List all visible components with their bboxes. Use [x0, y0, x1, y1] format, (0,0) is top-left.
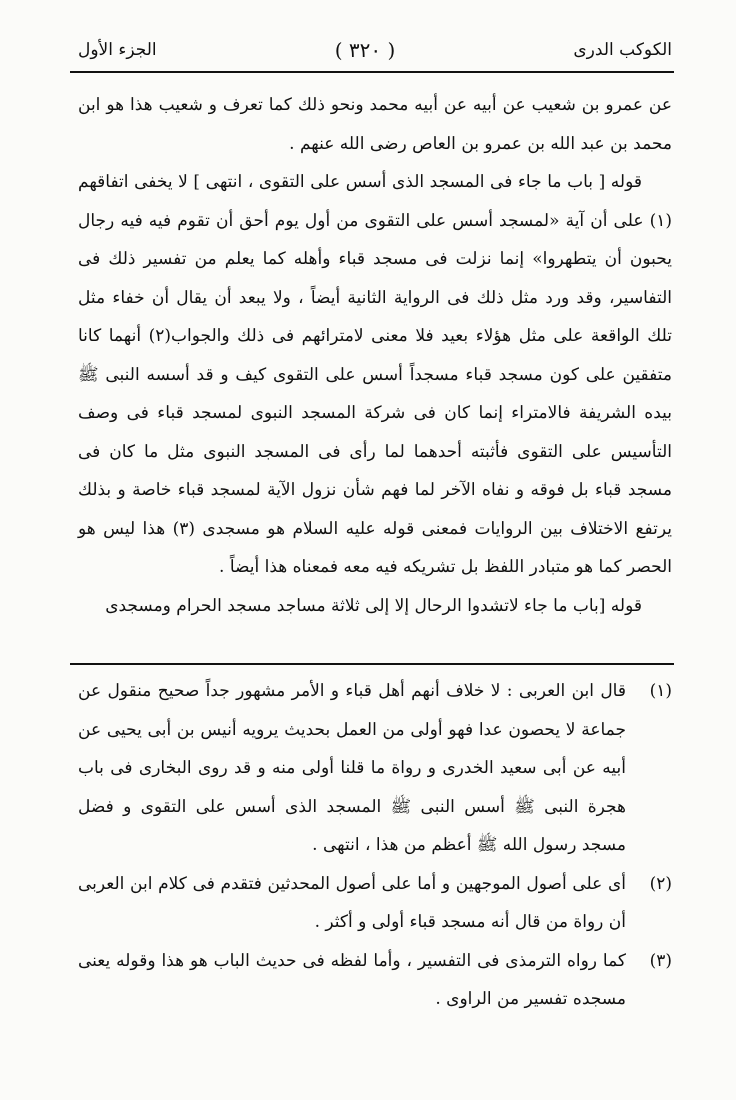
footnote-number: (٣): [649, 950, 672, 971]
paragraph-2: قوله [ باب ما جاء فى المسجد الذى أسس على التقوى ، انتهى ] لا يخفى اتفاقهم (١) على أن آية «لمسجد أسس على التقوى من أول يوم أحق أن تقوم فيه فيه رجال يحبون أن يتطهروا» إنما نزلت فى مسجد قباء وأهله كما يعلم من تفسير ذلك فى التفاسير، وقد ورد مثل ذلك فى الرواية الثانية أيضاً ، ولا يبعد أن يقال أن خفاء مثل تلك الواقعة على مثل هؤلاء بعيد فلا معنى لامترائهم فى ذلك والجواب(٢) أنهما كانا متفقين على كون مسجد قباء مسجداً أسس على التقوى كيف و قد أسسه النبى ﷺ بيده الشريفة فالامتراء إنما كان فى شركة المسجد النبوى لمسجد قباء فى وصف التأسيس على التقوى فأثبته أحدهما لما رأى فى المسجد النبوى مثل ما كان فى مسجد قباء بل فوقه و نفاه الآخر لما فهم شأن نزول الآية لمسجد قباء خاصة و بذلك يرتفع الاختلاف بين الروايات فمعنى قوله عليه السلام هو مسجدى (٣) هذا ليس هو الحصر كما هو متبادر اللفظ بل تشريكه فيه معه فمعناه هذا أيضاً .: [78, 172, 672, 577]
footnote-2: [78, 865, 672, 942]
footnote-text: كما رواه الترمذى فى التفسير ، وأما لفظه فى حديث الباب هو هذا وقوله يعنى مسجده تفسير من الراوى .: [78, 950, 626, 1009]
paragraph-1: عن عمرو بن شعيب عن أبيه عن أبيه محمد ونحو ذلك كما تعرف و شعيب هذا هو ابن محمد بن عبد الله بن عمرو بن العاص رضى الله عنهم .: [78, 95, 672, 154]
footnote-3: [78, 942, 672, 1019]
page-header: [78, 30, 672, 70]
header-divider: [70, 71, 674, 73]
footnote-1: [78, 672, 672, 865]
paragraph-3: قوله [باب ما جاء لاتشدوا الرحال إلا إلى ثلاثة مساجد مسجد الحرام ومسجدى: [105, 595, 642, 616]
footnotes: [78, 672, 672, 1019]
main-text: [78, 86, 672, 625]
page-number: ( ٣٢٠ ): [334, 38, 396, 62]
footnote-text: أى على أصول الموجهين و أما على أصول المحدثين فتقدم فى كلام ابن العربى أن رواة من قال أنه مسجد قباء أولى و أكثر .: [78, 873, 626, 932]
footnote-text: قال ابن العربى : لا خلاف أنهم أهل قباء و الأمر مشهور جداً صحيح منقول عن جماعة لا يحصون عدا فهو أولى من العمل بحديث يرويه أنيس بن أبى يحيى عن أبيه عن أبى سعيد الخدرى و رواة ما قلنا أولى منه و قد روى البخارى فى باب هجرة النبى ﷺ أسس النبى ﷺ المسجد الذى أسس على التقوى و فضل مسجد رسول الله ﷺ أعظم من هذا ، انتهى .: [78, 681, 626, 855]
volume-label: الجزء الأول: [78, 40, 157, 60]
footnote-number: (٢): [649, 873, 672, 894]
footnote-number: (١): [649, 681, 672, 701]
book-title: الكوكب الدرى: [573, 40, 672, 60]
footnote-divider: [70, 663, 674, 665]
